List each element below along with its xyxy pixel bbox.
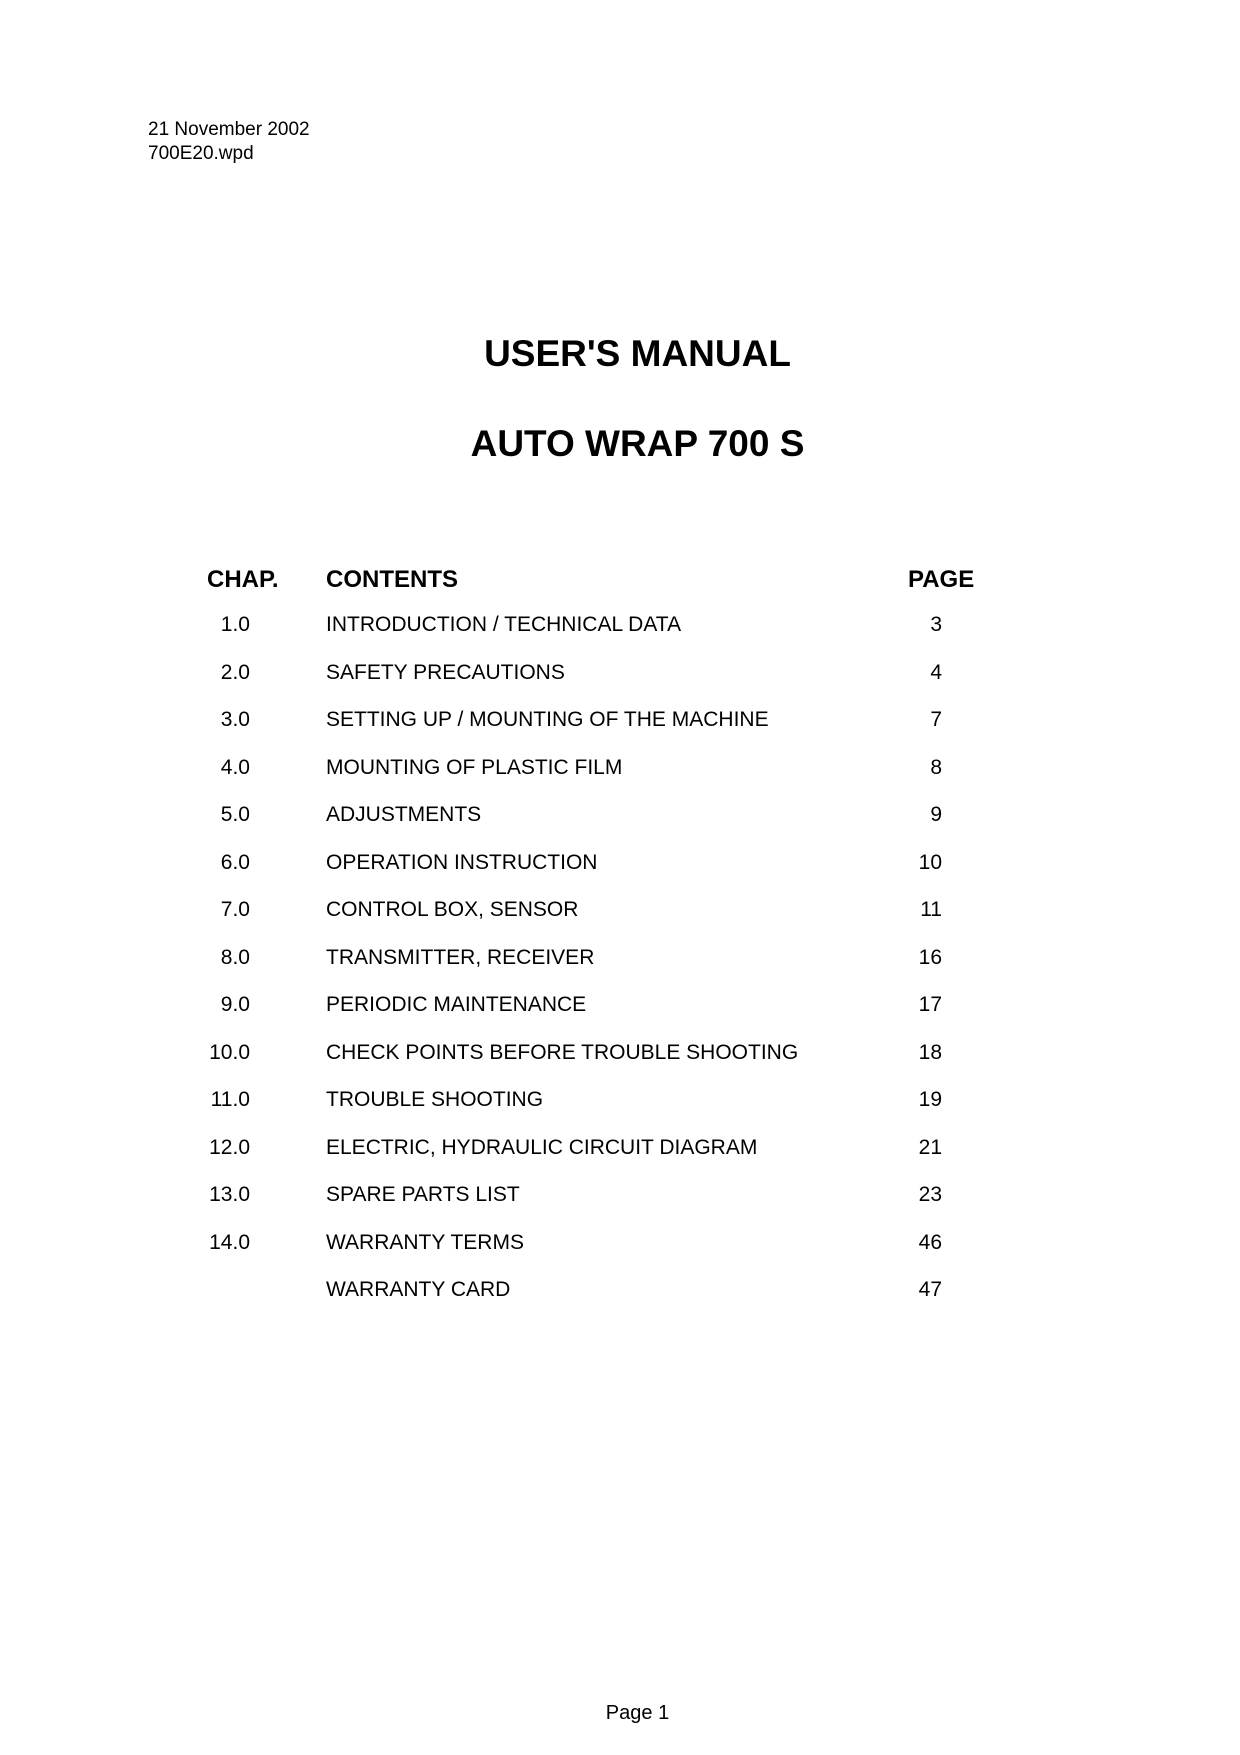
toc-chapter-title: CHECK POINTS BEFORE TROUBLE SHOOTING — [326, 1041, 799, 1064]
toc-chapter-number: 4.0 — [220, 756, 250, 779]
toc-chapter-number: 8.0 — [220, 946, 250, 969]
toc-chapter-title: MOUNTING OF PLASTIC FILM — [326, 756, 623, 779]
toc-row — [0, 990, 1240, 1020]
toc-header-chap: CHAP. — [207, 566, 279, 593]
toc-chapter-title: SAFETY PRECAUTIONS — [326, 661, 565, 684]
toc-row — [0, 658, 1240, 688]
toc-row — [0, 848, 1240, 878]
toc-page-number: 11 — [920, 898, 942, 921]
toc-page-number: 9 — [930, 803, 942, 826]
toc-page-number: 17 — [918, 993, 942, 1016]
toc-header-contents: CONTENTS — [326, 566, 458, 593]
toc-page-number: 47 — [918, 1278, 942, 1301]
toc-row — [0, 800, 1240, 830]
toc-chapter-number: 5.0 — [220, 803, 250, 826]
document-header — [148, 118, 310, 166]
toc-header-page: PAGE — [908, 566, 975, 593]
toc-page-number: 21 — [918, 1136, 942, 1159]
toc-chapter-title: ADJUSTMENTS — [326, 803, 482, 826]
toc-row — [0, 1180, 1240, 1210]
toc-row — [0, 705, 1240, 735]
toc-chapter-number: 13.0 — [209, 1183, 250, 1206]
toc-page-number: 18 — [918, 1041, 942, 1064]
toc-row — [0, 1228, 1240, 1258]
manual-title: USER'S MANUAL — [484, 333, 791, 374]
toc-page-number: 4 — [930, 661, 942, 684]
toc-chapter-title: SETTING UP / MOUNTING OF THE MACHINE — [326, 708, 769, 731]
toc-row — [0, 1275, 1240, 1305]
toc-row — [0, 610, 1240, 640]
toc-chapter-title: ELECTRIC, HYDRAULIC CIRCUIT DIAGRAM — [326, 1136, 758, 1159]
toc-row — [0, 1133, 1240, 1163]
page-footer-number: Page 1 — [605, 1702, 670, 1724]
toc-page-number: 8 — [930, 756, 942, 779]
toc-page-number: 16 — [918, 946, 942, 969]
toc-chapter-title: WARRANTY CARD — [326, 1278, 511, 1301]
toc-row — [0, 943, 1240, 973]
toc-chapter-number: 6.0 — [220, 851, 250, 874]
toc-page-number: 19 — [918, 1088, 942, 1111]
toc-row — [0, 895, 1240, 925]
toc-chapter-number: 3.0 — [220, 708, 250, 731]
document-filename: 700E20.wpd — [148, 143, 254, 164]
toc-row — [0, 753, 1240, 783]
document-date: 21 November 2002 — [148, 119, 310, 140]
toc-page-number: 46 — [918, 1231, 942, 1254]
toc-chapter-title: PERIODIC MAINTENANCE — [326, 993, 587, 1016]
toc-chapter-number: 10.0 — [209, 1041, 250, 1064]
toc-chapter-title: WARRANTY TERMS — [326, 1231, 524, 1254]
toc-chapter-number: 9.0 — [220, 993, 250, 1016]
model-title: AUTO WRAP 700 S — [470, 423, 805, 464]
toc-chapter-title: TROUBLE SHOOTING — [326, 1088, 544, 1111]
toc-page-number: 23 — [918, 1183, 942, 1206]
toc-chapter-title: SPARE PARTS LIST — [326, 1183, 520, 1206]
toc-page-number: 7 — [930, 708, 942, 731]
toc-row — [0, 1038, 1240, 1068]
toc-chapter-title: CONTROL BOX, SENSOR — [326, 898, 579, 921]
toc-chapter-number: 1.0 — [220, 613, 250, 636]
toc-chapter-number: 14.0 — [209, 1231, 250, 1254]
toc-chapter-number: 7.0 — [220, 898, 250, 921]
toc-chapter-title: TRANSMITTER, RECEIVER — [326, 946, 595, 969]
toc-chapter-title: INTRODUCTION / TECHNICAL DATA — [326, 613, 682, 636]
toc-chapter-title: OPERATION INSTRUCTION — [326, 851, 598, 874]
toc-row — [0, 1085, 1240, 1115]
toc-page-number: 3 — [930, 613, 942, 636]
toc-chapter-number: 2.0 — [220, 661, 250, 684]
toc-chapter-number: 12.0 — [209, 1136, 250, 1159]
toc-page-number: 10 — [918, 851, 942, 874]
toc-chapter-number: 11.0 — [210, 1088, 250, 1111]
